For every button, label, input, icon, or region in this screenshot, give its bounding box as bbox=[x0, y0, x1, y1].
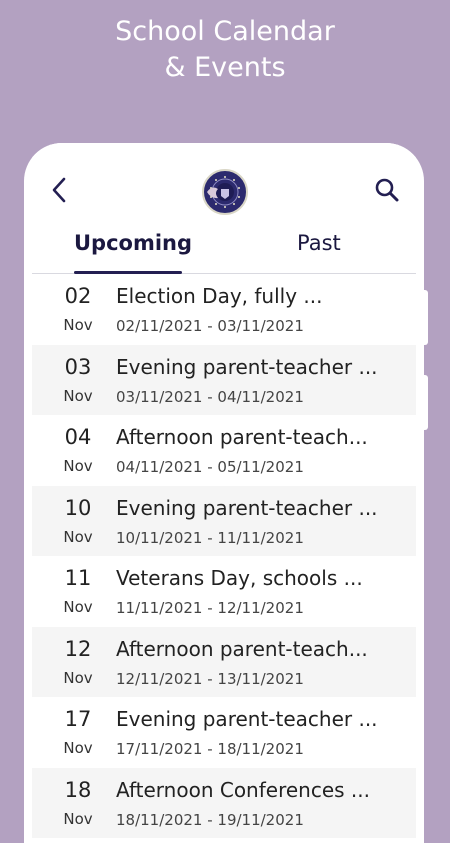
event-row[interactable] bbox=[32, 274, 416, 345]
phone-side-button-upper bbox=[424, 290, 428, 345]
event-day: 17 bbox=[64, 707, 92, 731]
event-month: Nov bbox=[63, 316, 93, 334]
event-dates: 04/11/2021 - 05/11/2021 bbox=[116, 458, 304, 476]
school-logo bbox=[202, 169, 248, 215]
event-day: 10 bbox=[64, 495, 92, 520]
event-title: Evening parent-teacher ... bbox=[116, 495, 378, 520]
event-day: 11 bbox=[64, 566, 92, 590]
event-dates: 02/11/2021 - 03/11/2021 bbox=[116, 317, 304, 335]
app-screen bbox=[32, 143, 416, 843]
phone-frame bbox=[24, 143, 424, 843]
event-month: Nov bbox=[63, 809, 93, 828]
tab-past[interactable]: Past bbox=[297, 231, 341, 255]
promo-title-line2: & Events bbox=[164, 52, 286, 83]
event-row[interactable] bbox=[32, 556, 416, 627]
event-month: Nov bbox=[63, 457, 93, 475]
event-month: Nov bbox=[63, 527, 93, 546]
chevron-left-icon bbox=[51, 177, 67, 203]
event-dates: 17/11/2021 - 18/11/2021 bbox=[116, 740, 304, 758]
event-day: 03 bbox=[64, 354, 92, 379]
event-title: Election Day, fully ... bbox=[116, 284, 323, 308]
event-title: Afternoon parent-teach... bbox=[116, 425, 368, 449]
school-logo-graphic bbox=[204, 171, 246, 213]
event-row[interactable] bbox=[32, 768, 416, 839]
app-header bbox=[32, 143, 416, 221]
event-title: Afternoon parent-teach... bbox=[116, 636, 368, 661]
event-dates: 18/11/2021 - 19/11/2021 bbox=[116, 810, 304, 829]
phone-side-button-lower bbox=[424, 375, 428, 430]
event-title: Afternoon Conferences ... bbox=[116, 777, 370, 802]
event-row[interactable] bbox=[32, 486, 416, 557]
event-month: Nov bbox=[63, 739, 93, 757]
event-title: Evening parent-teacher ... bbox=[116, 354, 378, 379]
event-list bbox=[32, 274, 416, 838]
tab-bar bbox=[32, 221, 416, 274]
event-day: 02 bbox=[64, 284, 92, 308]
event-row[interactable] bbox=[32, 627, 416, 698]
event-day: 12 bbox=[64, 636, 92, 661]
promo-title-line1: School Calendar bbox=[115, 16, 335, 47]
event-row[interactable] bbox=[32, 345, 416, 416]
event-month: Nov bbox=[63, 668, 93, 687]
event-title: Evening parent-teacher ... bbox=[116, 707, 378, 731]
tab-upcoming[interactable]: Upcoming bbox=[74, 231, 193, 255]
promo-title bbox=[0, 14, 450, 86]
event-row[interactable] bbox=[32, 697, 416, 768]
event-row[interactable] bbox=[32, 415, 416, 486]
event-dates: 11/11/2021 - 12/11/2021 bbox=[116, 599, 304, 617]
back-button[interactable] bbox=[44, 175, 74, 205]
search-button[interactable] bbox=[372, 175, 402, 205]
event-day: 18 bbox=[64, 777, 92, 802]
event-title: Veterans Day, schools ... bbox=[116, 566, 363, 590]
event-dates: 03/11/2021 - 04/11/2021 bbox=[116, 387, 304, 406]
event-dates: 12/11/2021 - 13/11/2021 bbox=[116, 669, 304, 688]
search-icon bbox=[374, 177, 400, 203]
event-month: Nov bbox=[63, 386, 93, 405]
event-day: 04 bbox=[64, 425, 92, 449]
event-month: Nov bbox=[63, 598, 93, 616]
event-dates: 10/11/2021 - 11/11/2021 bbox=[116, 528, 304, 547]
